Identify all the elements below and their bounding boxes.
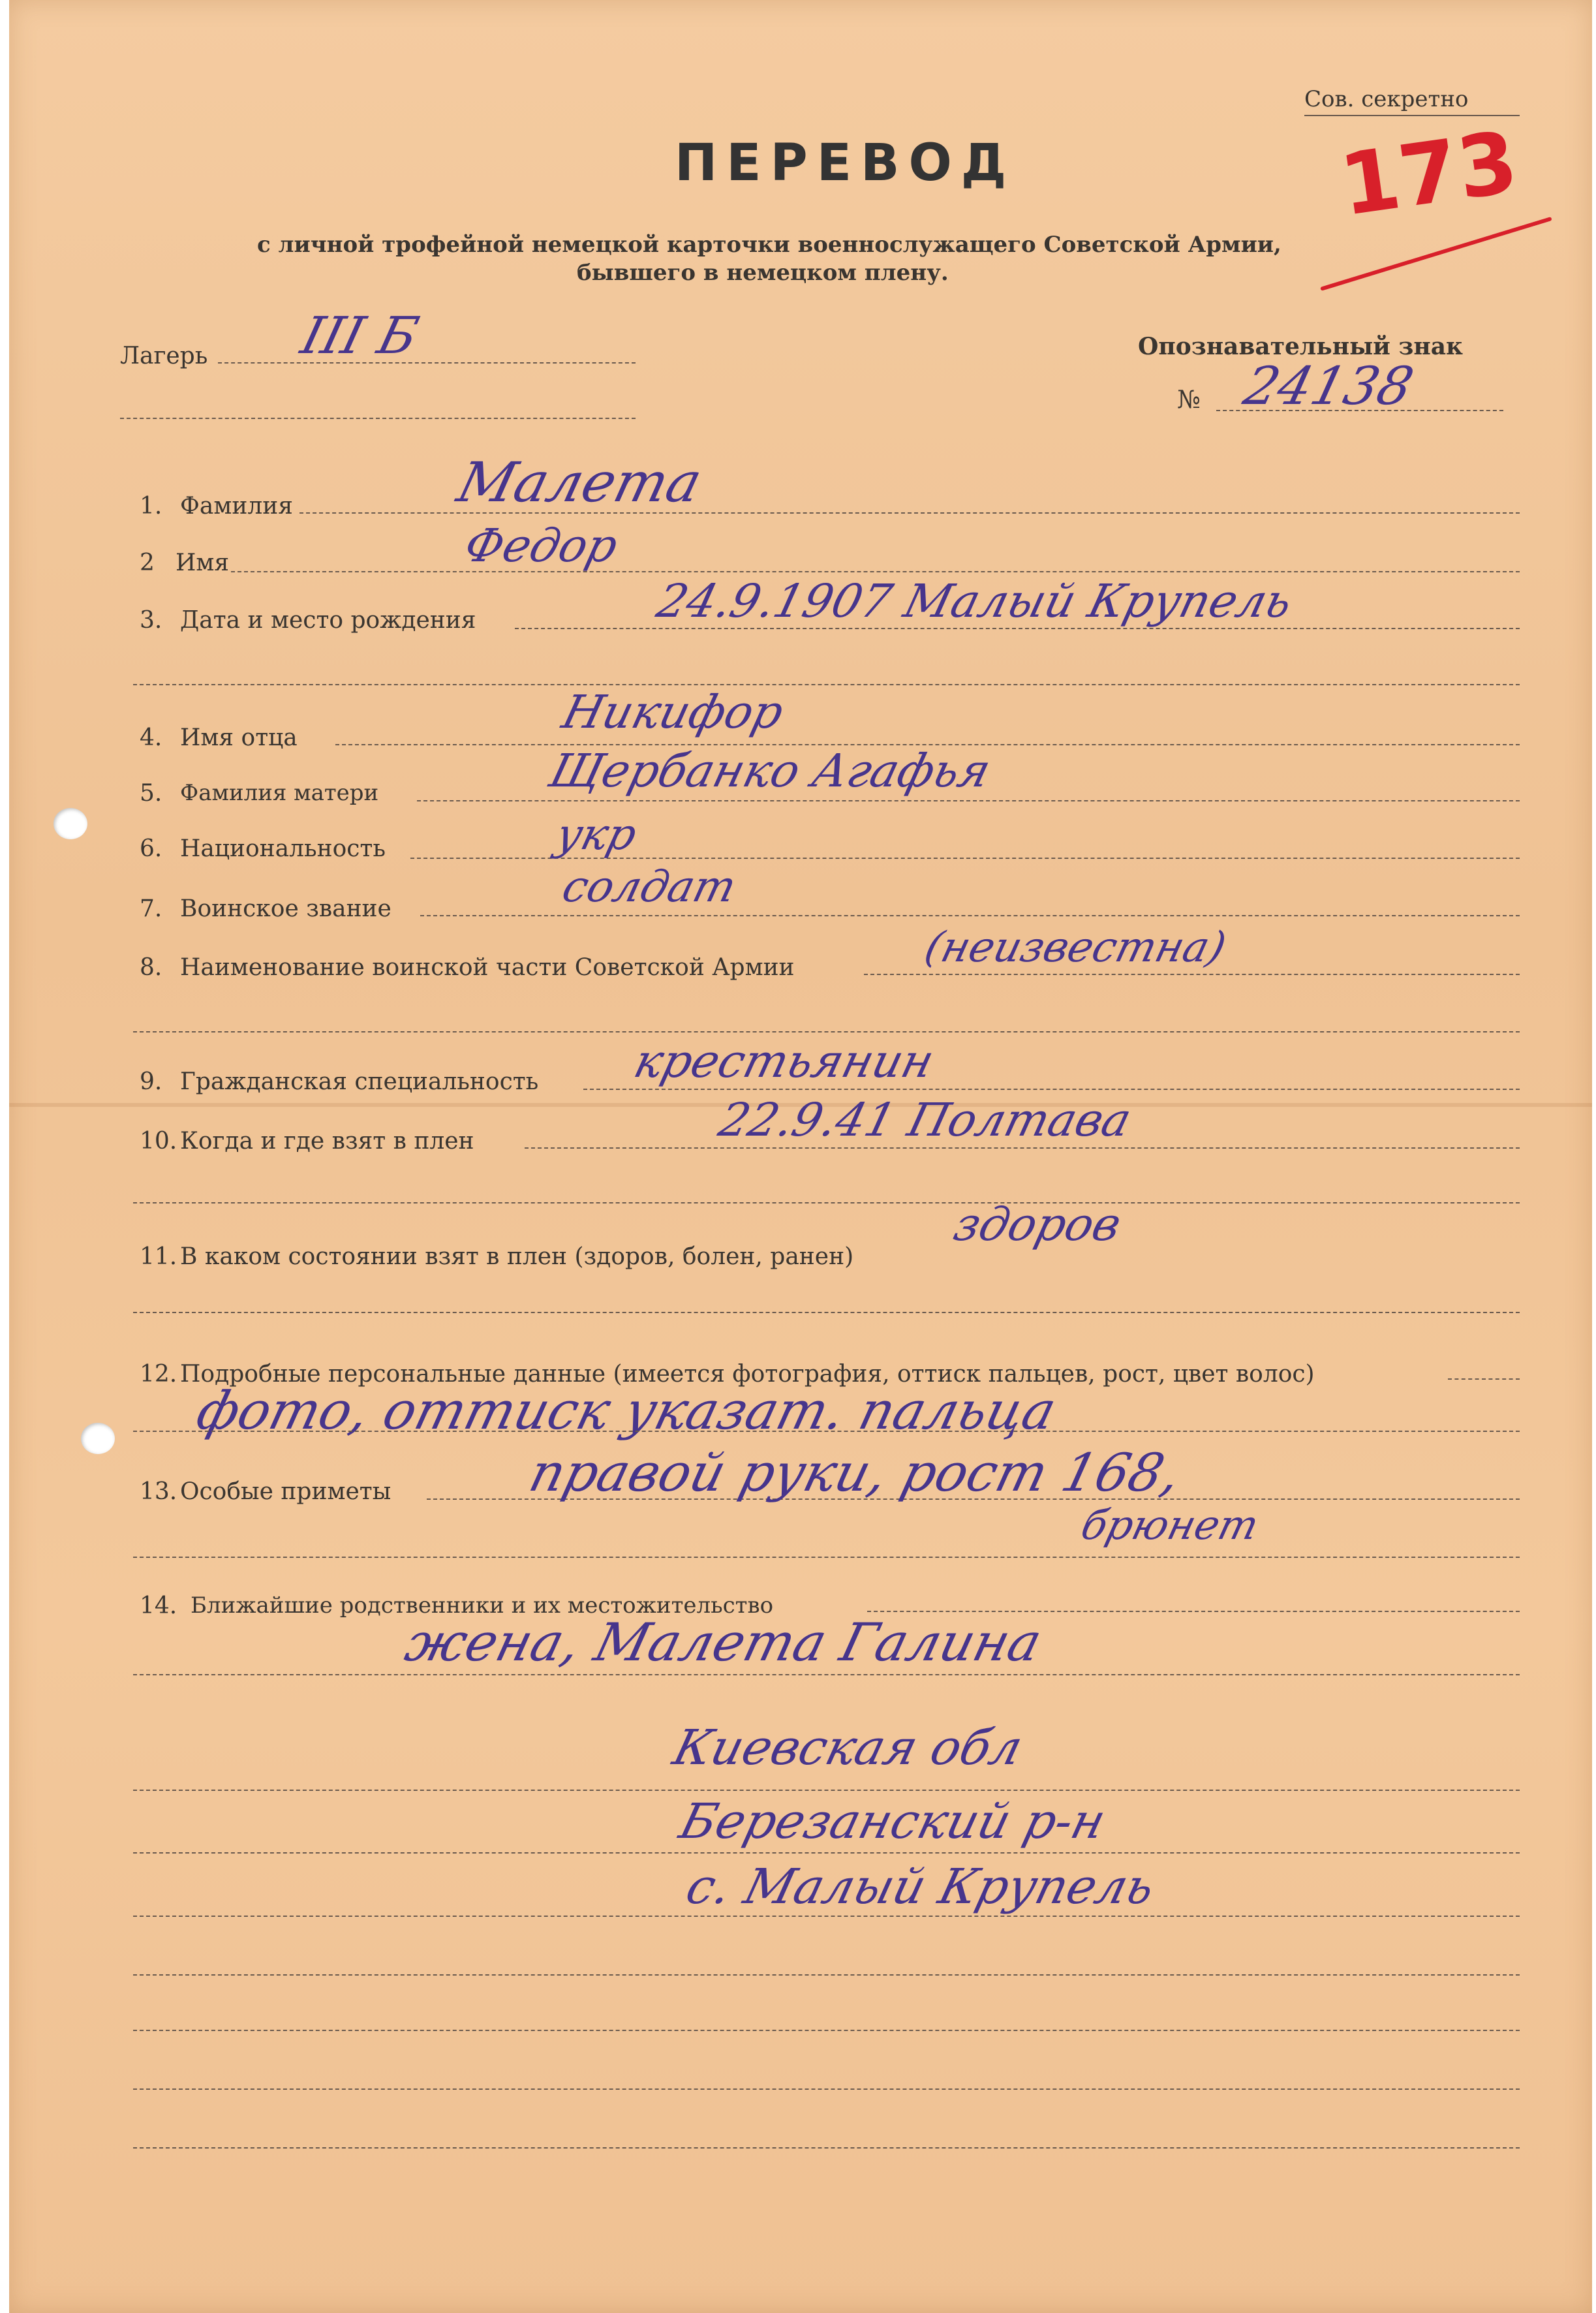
field-2-label: Имя bbox=[176, 550, 230, 576]
field-11-line-2 bbox=[133, 1312, 1520, 1313]
field-11-label: В каком состоянии взят в плен (здоров, болен, ранен) bbox=[180, 1243, 854, 1270]
field-2-num: 2 bbox=[140, 550, 155, 576]
field-8-value: (неизвестна) bbox=[919, 924, 1231, 972]
camp-label: Лагерь bbox=[120, 343, 208, 369]
address-rule-7 bbox=[133, 2147, 1520, 2149]
field-8-num: 8. bbox=[140, 954, 162, 981]
field-13-num: 13. bbox=[140, 1478, 177, 1505]
field-8-line-2 bbox=[133, 1031, 1520, 1032]
field-6-label: Национальность bbox=[180, 835, 386, 862]
id-tag-value: 24138 bbox=[1238, 356, 1420, 416]
field-4-value: Никифор bbox=[557, 685, 789, 739]
field-10-line-2 bbox=[133, 1202, 1520, 1203]
field-11-value: здоров bbox=[948, 1198, 1127, 1251]
field-5-line bbox=[417, 800, 1520, 801]
field-9-value: крестьянин bbox=[628, 1034, 940, 1088]
field-10-num: 10. bbox=[140, 1128, 177, 1155]
field-11-num: 11. bbox=[140, 1243, 177, 1270]
field-8-line bbox=[864, 974, 1520, 975]
subtitle-line-2: бывшего в немецком плену. bbox=[577, 260, 949, 286]
address-rule-5 bbox=[133, 2030, 1520, 2031]
address-rule-2 bbox=[133, 1852, 1520, 1854]
field-10-label: Когда и где взят в плен bbox=[180, 1128, 474, 1155]
field-7-num: 7. bbox=[140, 895, 162, 922]
field-12-num: 12. bbox=[140, 1361, 177, 1388]
punch-hole-top bbox=[54, 808, 87, 839]
stamp-number: 173 bbox=[1334, 112, 1524, 236]
field-12-value: фото, оттиск указат. пальца bbox=[191, 1380, 1062, 1441]
field-12-line bbox=[1448, 1378, 1520, 1380]
camp-value: III Б bbox=[295, 307, 424, 365]
address-rule-3 bbox=[133, 1916, 1520, 1917]
field-10-line bbox=[525, 1147, 1520, 1149]
address-line-1: Киевская обл bbox=[668, 1720, 1028, 1776]
field-1-label: Фамилия bbox=[180, 493, 293, 520]
field-2-line bbox=[231, 571, 1520, 572]
field-9-line bbox=[583, 1089, 1520, 1090]
field-14-line-2 bbox=[133, 1674, 1520, 1675]
field-1-value: Малета bbox=[451, 450, 709, 514]
field-10-value: 22.9.41 Полтава bbox=[713, 1093, 1137, 1147]
field-8-label: Наименование воинской части Советской Армии bbox=[180, 954, 795, 981]
classification-label: Сов. секретно bbox=[1304, 86, 1469, 112]
field-13-label: Особые приметы bbox=[180, 1478, 391, 1505]
field-5-label: Фамилия матери bbox=[180, 780, 379, 806]
address-line-3: с. Малый Крупель bbox=[681, 1859, 1161, 1915]
field-7-value: солдат bbox=[557, 862, 742, 912]
field-6-num: 6. bbox=[140, 835, 162, 862]
field-3-line bbox=[515, 628, 1520, 629]
field-14-label: Ближайшие родственники и их местожительство bbox=[191, 1592, 774, 1619]
document-title: ПЕРЕВОД bbox=[675, 134, 1016, 193]
document-sheet bbox=[9, 0, 1592, 2313]
field-3-line-2 bbox=[133, 684, 1520, 685]
field-4-label: Имя отца bbox=[180, 724, 298, 751]
id-tag-no-label: № bbox=[1177, 385, 1201, 414]
field-12-line-2 bbox=[133, 1431, 1520, 1432]
field-13-value: правой руки, рост 168, bbox=[523, 1442, 1188, 1503]
subtitle-line-1: с личной трофейной немецкой карточки военнослужащего Советской Армии, bbox=[257, 232, 1281, 258]
field-9-label: Гражданская специальность bbox=[180, 1068, 539, 1095]
field-12-label: Подробные персональные данные (имеется фотография, оттиск пальцев, рост, цвет волос) bbox=[180, 1361, 1315, 1388]
field-4-num: 4. bbox=[140, 724, 162, 751]
field-13-line-2 bbox=[133, 1557, 1520, 1558]
address-rule-4 bbox=[133, 1974, 1520, 1976]
field-3-value: 24.9.1907 Малый Крупель bbox=[651, 574, 1298, 628]
address-line-2: Березанский р-н bbox=[674, 1793, 1111, 1850]
address-rule-1 bbox=[133, 1790, 1520, 1791]
field-6-value: укр bbox=[551, 809, 642, 860]
camp-line bbox=[218, 362, 636, 364]
field-3-label: Дата и место рождения bbox=[180, 607, 476, 634]
id-tag-label: Опознавательный знак bbox=[1138, 333, 1464, 360]
field-14-num: 14. bbox=[140, 1592, 177, 1619]
field-7-label: Воинское звание bbox=[180, 895, 391, 922]
field-5-value: Щербанко Агафья bbox=[544, 744, 996, 798]
field-1-num: 1. bbox=[140, 493, 162, 520]
punch-hole-bottom bbox=[81, 1423, 115, 1454]
field-2-value: Федор bbox=[459, 519, 624, 572]
address-rule-6 bbox=[133, 2088, 1520, 2090]
camp-line-2 bbox=[120, 418, 636, 419]
field-13-value-2: брюнет bbox=[1076, 1501, 1264, 1549]
field-3-num: 3. bbox=[140, 607, 162, 634]
field-14-value: жена, Малета Галина bbox=[399, 1612, 1048, 1673]
field-9-num: 9. bbox=[140, 1068, 162, 1095]
field-5-num: 5. bbox=[140, 780, 162, 807]
field-7-line bbox=[420, 915, 1520, 916]
